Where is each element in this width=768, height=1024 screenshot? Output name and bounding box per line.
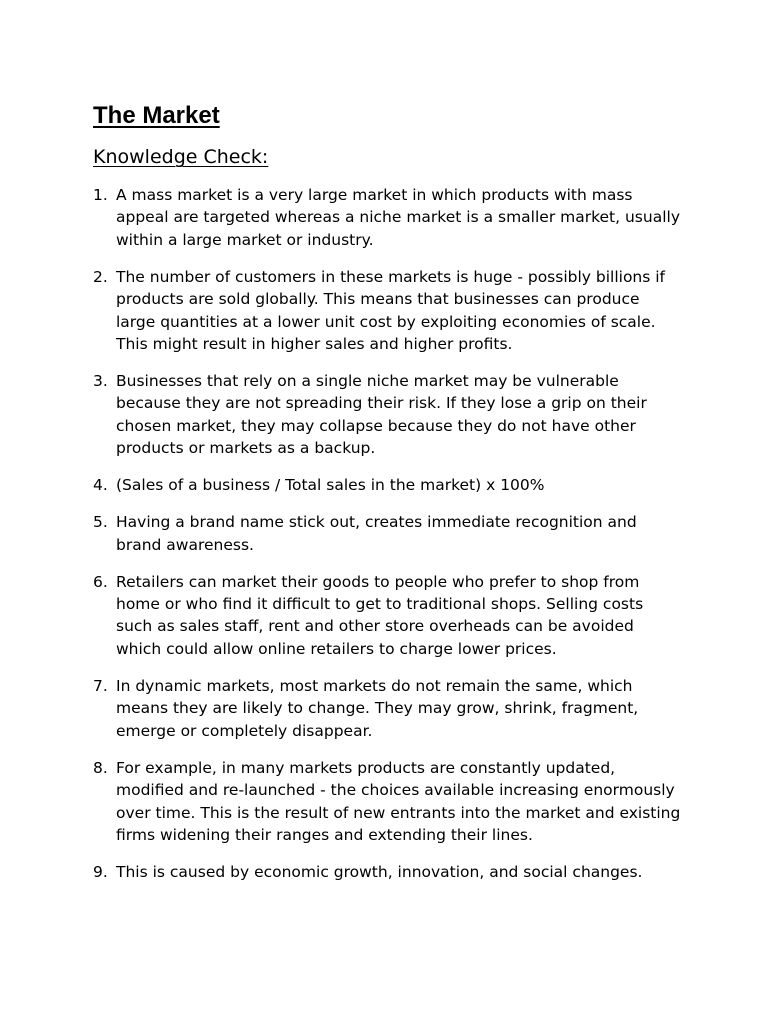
list-item-text: Having a brand name stick out, creates immediate recognition and brand awareness. xyxy=(116,513,637,554)
list-item-text: The number of customers in these markets is huge - possibly billions if products are sold globally. This means that businesses can produce large quantities at a lower unit cost by exploiting economies of scale. This might result in higher sales and higher profits. xyxy=(116,267,666,354)
list-item-text: In dynamic markets, most markets do not remain the same, which means they are likely to change. They may grow, shrink, fragment, emerge or completely disappear. xyxy=(116,676,639,740)
answer-list xyxy=(93,184,683,898)
list-item-text: This is caused by economic growth, innovation, and social changes. xyxy=(116,862,643,881)
list-item-text: (Sales of a business / Total sales in the market) x 100% xyxy=(116,476,545,495)
list-item-number: 6. xyxy=(93,572,108,591)
list-item-text: Businesses that rely on a single niche market may be vulnerable because they are not spreading their risk. If they lose a grip on their chosen market, they may collapse because they do not have other products or markets as a backup. xyxy=(116,372,647,458)
list-item-number: 2. xyxy=(93,267,108,286)
list-item-number: 7. xyxy=(93,676,108,695)
list-item-number: 9. xyxy=(93,862,108,881)
list-item xyxy=(93,184,683,251)
list-item-text: Retailers can market their goods to people who prefer to shop from home or who find it difficult to get to traditional shops. Selling costs such as sales staff, rent and other store overheads can be avoided which could allow online retailers to charge lower prices. xyxy=(116,572,644,658)
list-item-number: 1. xyxy=(93,186,108,204)
list-item xyxy=(93,861,683,883)
list-item xyxy=(93,571,683,661)
list-item xyxy=(93,474,683,496)
list-item xyxy=(93,370,683,460)
list-item-text: For example, in many markets products are constantly updated, modified and re-launched - the choices available increasing enormously over time. This is the result of new entrants into the market and existing firms widening their ranges and extending their lines. xyxy=(116,758,681,844)
list-item-number: 4. xyxy=(93,476,108,495)
list-item xyxy=(93,511,683,556)
list-item-text: A mass market is a very large market in which products with mass appeal are targeted whereas a niche market is a smaller market, usually within a large market or industry. xyxy=(116,186,680,249)
list-item xyxy=(93,266,683,356)
section-subtitle: Knowledge Check: xyxy=(93,146,269,168)
list-item-number: 3. xyxy=(93,372,108,391)
list-item-number: 5. xyxy=(93,513,108,532)
list-item xyxy=(93,757,683,847)
page-title: The Market xyxy=(93,102,220,129)
list-item xyxy=(93,675,683,742)
list-item-number: 8. xyxy=(93,758,108,777)
